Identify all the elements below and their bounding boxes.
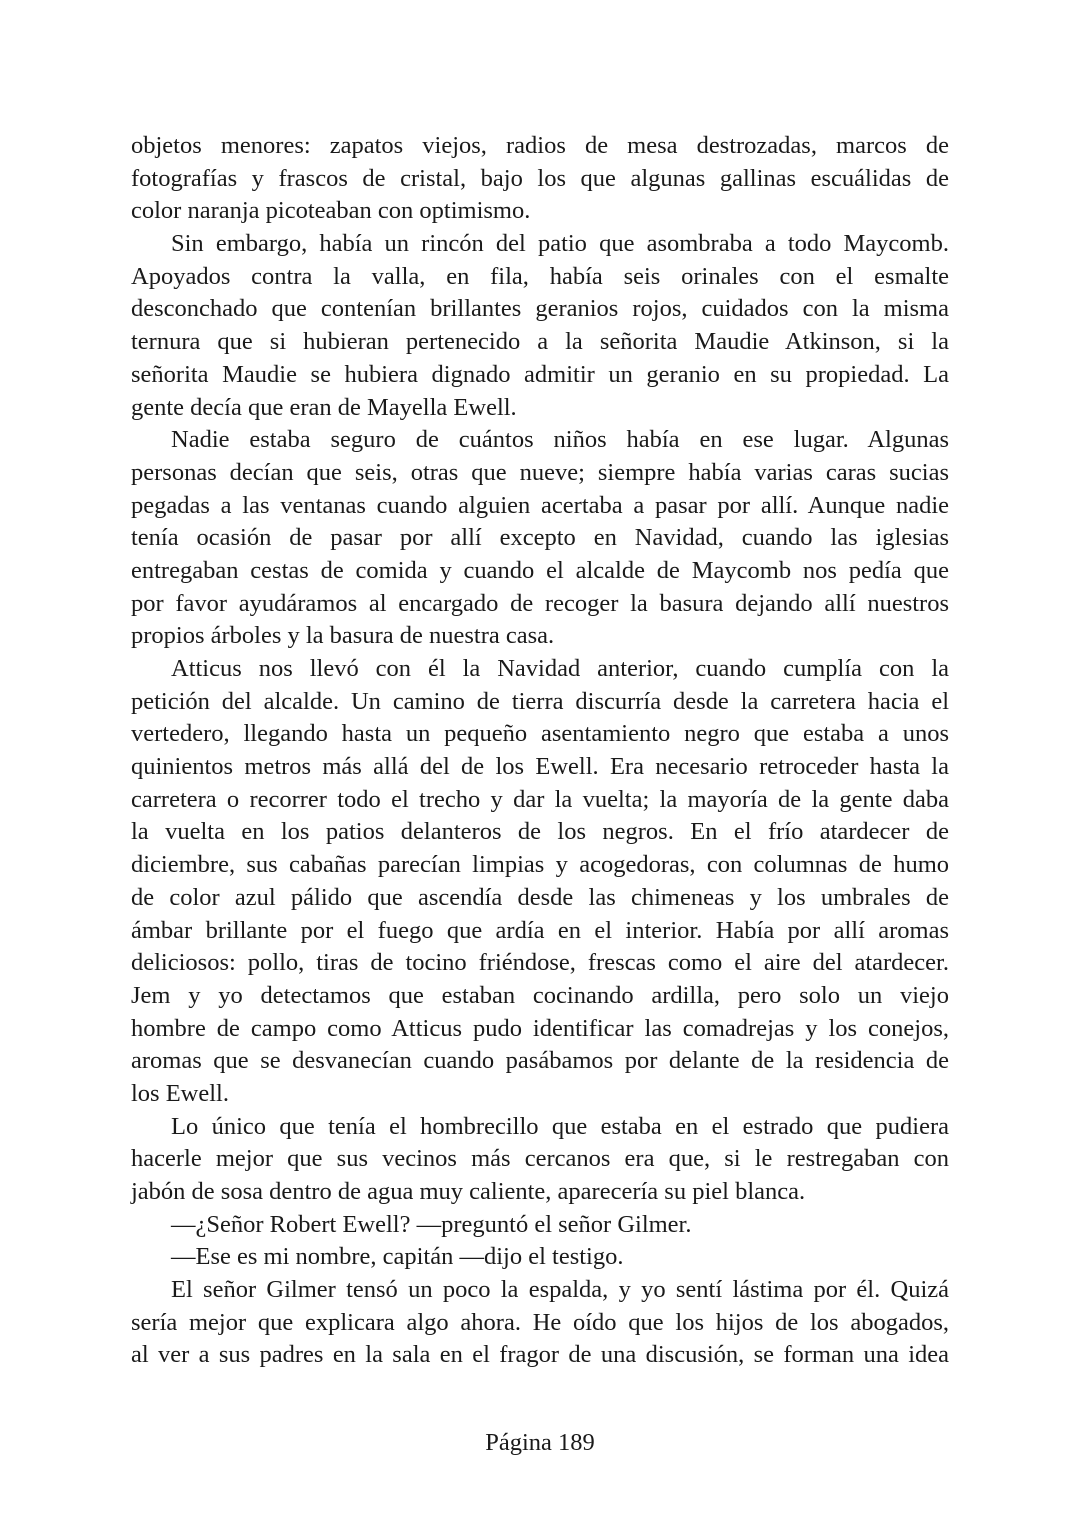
text-line: objetos menores: zapatos viejos, radios de mesa destrozadas, marcos de <box>131 132 949 159</box>
text-line: tenía ocasión de pasar por allí excepto en Navidad, cuando las iglesias <box>131 524 949 552</box>
paragraph <box>131 1209 949 1242</box>
text-line: la vuelta en los patios delanteros de los negros. En el frío atardecer de <box>131 818 949 846</box>
text-line: petición del alcalde. Un camino de tierra discurría desde la carretera hacia el <box>131 687 949 715</box>
text-line: Lo único que tenía el hombrecillo que estaba en el estrado que pudiera <box>171 1112 949 1140</box>
text-line: —¿Señor Robert Ewell? —preguntó el señor Gilmer. <box>171 1210 692 1238</box>
paragraph <box>131 1111 949 1209</box>
paragraph <box>131 424 949 653</box>
text-line: personas decían que seis, otras que nueve; siempre había varias caras sucias <box>131 458 949 486</box>
text-line: Sin embargo, había un rincón del patio que asombraba a todo Maycomb. <box>171 230 949 258</box>
page-number: Página 189 <box>485 1429 595 1456</box>
text-line: carretera o recorrer todo el trecho y dar la vuelta; la mayoría de la gente daba <box>131 785 949 813</box>
text-line: Nadie estaba seguro de cuántos niños había en ese lugar. Algunas <box>171 426 949 454</box>
text-line: deliciosos: pollo, tiras de tocino friéndose, frescas como el aire del atardecer. <box>131 949 949 977</box>
paragraph <box>131 1274 949 1372</box>
text-line: ternura que si hubieran pertenecido a la señorita Maudie Atkinson, si la <box>131 328 949 356</box>
text-line: Apoyados contra la valla, en fila, había seis orinales con el esmalte <box>131 262 949 290</box>
text-line: hacerle mejor que sus vecinos más cercanos era que, si le restregaban con <box>131 1145 949 1173</box>
text-line: propios árboles y la basura de nuestra casa. <box>131 622 555 650</box>
text-line: por favor ayudáramos al encargado de recoger la basura dejando allí nuestros <box>131 589 949 617</box>
text-line: —Ese es mi nombre, capitán —dijo el testigo. <box>171 1243 624 1271</box>
text-line: vertedero, llegando hasta un pequeño asentamiento negro que estaba a unos <box>131 720 949 748</box>
text-line: entregaban cestas de comida y cuando el alcalde de Maycomb nos pedía que <box>131 556 949 584</box>
text-line: ámbar brillante por el fuego que ardía en el interior. Había por allí aromas <box>131 916 949 944</box>
text-line: fotografías y frascos de cristal, bajo los que algunas gallinas escuálidas de <box>131 164 949 192</box>
text-line: al ver a sus padres en la sala en el fragor de una discusión, se forman una idea <box>131 1341 949 1369</box>
text-line: gente decía que eran de Mayella Ewell. <box>131 393 517 421</box>
paragraph <box>131 228 949 424</box>
text-line: de color azul pálido que ascendía desde las chimeneas y los umbrales de <box>131 883 949 911</box>
text-line: Atticus nos llevó con él la Navidad anterior, cuando cumplía con la <box>171 655 949 682</box>
text-line: Jem y yo detectamos que estaban cocinando ardilla, pero solo un viejo <box>131 981 949 1009</box>
text-line: aromas que se desvanecían cuando pasábamos por delante de la residencia de <box>131 1047 949 1075</box>
text-line: diciembre, sus cabañas parecían limpias y acogedoras, con columnas de humo <box>131 851 949 879</box>
text-line: señorita Maudie se hubiera dignado admitir un geranio en su propiedad. La <box>131 360 949 388</box>
text-line: pegadas a las ventanas cuando alguien acertaba a pasar por allí. Aunque nadie <box>131 491 949 519</box>
text-line: los Ewell. <box>131 1079 229 1107</box>
text-line: quinientos metros más allá del de los Ewell. Era necesario retroceder hasta la <box>131 753 949 781</box>
text-line: desconchado que contenían brillantes geranios rojos, cuidados con la misma <box>131 295 949 323</box>
paragraph <box>131 1241 949 1274</box>
text-line: color naranja picoteaban con optimismo. <box>131 197 531 225</box>
text-line: hombre de campo como Atticus pudo identificar las comadrejas y los conejos, <box>131 1014 949 1042</box>
text-line: sería mejor que explicara algo ahora. He oído que los hijos de los abogados, <box>131 1308 949 1336</box>
paragraph <box>131 653 949 1111</box>
text-line: jabón de sosa dentro de agua muy caliente, aparecería su piel blanca. <box>131 1178 806 1205</box>
paragraph <box>131 130 949 228</box>
text-line: El señor Gilmer tensó un poco la espalda, y yo sentí lástima por él. Quizá <box>171 1276 949 1304</box>
body-text <box>131 130 949 1372</box>
